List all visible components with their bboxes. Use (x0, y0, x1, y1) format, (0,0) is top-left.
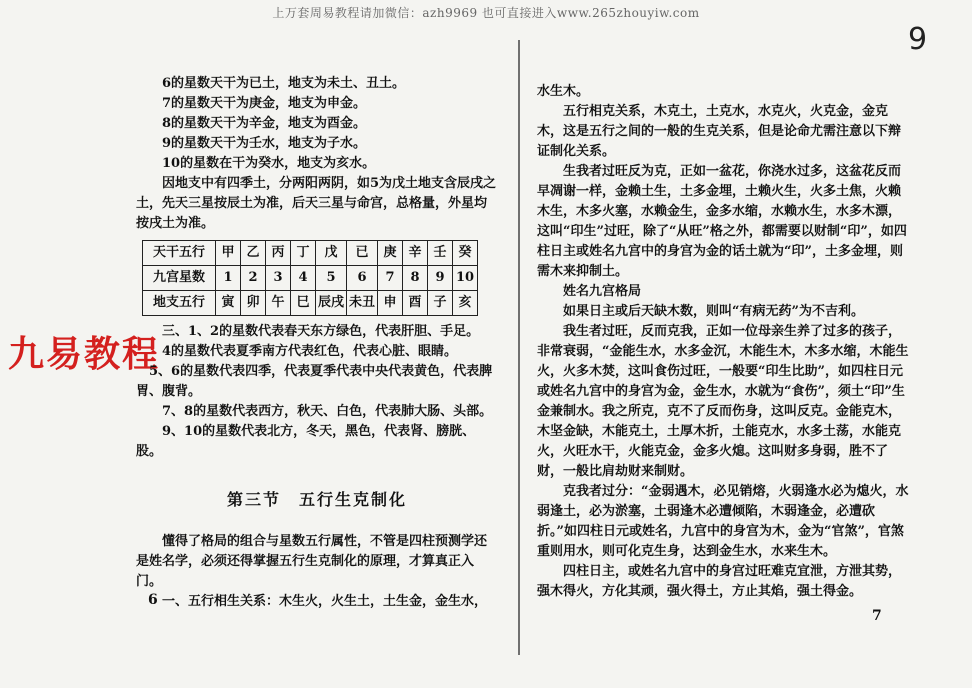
paragraph: 四柱日主，或姓名九宫中的身宫过旺难克宜泄，方泄其势，强木得火，方化其顽，强火得土，方止其焰，强土得金。 (537, 564, 902, 599)
page-number: 6 (148, 592, 158, 608)
paragraph: 三、1、2的星数代表春天东方绿色，代表肝胆、手足。 (162, 324, 480, 339)
page-spine-divider (518, 40, 520, 655)
paragraph: 一、五行相生关系：木生火，火生土，土生金，金生水， (162, 594, 488, 609)
paragraph: 五行相克关系，木克土，土克水，水克火，火克金，金克木，这是五行之间的一般的生克关系，但是论命尤需注意以下辩证制化关系。 (537, 104, 902, 159)
table-cell: 丁 (291, 241, 316, 266)
table-cell: 未丑 (347, 291, 378, 316)
table-cell: 寅 (216, 291, 241, 316)
text-line: 9的星数天干为壬水，地支为子水。 (162, 136, 367, 151)
table-cell: 戊 (316, 241, 347, 266)
paragraph: 水生木。 (537, 84, 590, 99)
table-cell: 1 (216, 266, 241, 291)
paragraph: 7、8的星数代表西方，秋天、白色，代表肺大肠、头部。 (162, 404, 493, 419)
table-cell: 9 (428, 266, 453, 291)
paragraph: 克我者过分：“金弱遇木，必见销熔，火弱逢水必为熄火，水弱逢土，必为淤塞，土弱逢木必遭倾陷，木弱逢金，必遭砍折。”如四柱日元或姓名，九宫中的身宫为木，金为“官煞”，官煞重则用水，则可化克生身，达到金生水，水来生木。 (537, 484, 909, 559)
table-cell: 巳 (291, 291, 316, 316)
table-cell: 庚 (378, 241, 403, 266)
table-cell: 辰戌 (316, 291, 347, 316)
subheading: 姓名九宫格局 (563, 284, 642, 299)
table-cell: 癸 (453, 241, 478, 266)
row-header: 九宫星数 (143, 266, 216, 291)
table-row (143, 291, 478, 316)
left-page (136, 74, 498, 612)
paragraph: 因地支中有四季土，分两阳两阴，如5为戊土地支含辰戌之土，先天三星按辰土为准，后天三星与命宫，总格量，外星均按戌土为准。 (136, 176, 497, 231)
table-cell: 已 (347, 241, 378, 266)
paragraph: 懂得了格局的组合与星数五行属性，不管是四柱预测学还是姓名学，必须还得掌握五行生克制化的原理，才算真正入门。 (136, 534, 488, 589)
paragraph: 5、6的星数代表四季，代表夏季代表中央代表黄色，代表脾胃、腹背。 (136, 364, 493, 399)
text-line: 6的星数天干为已土，地支为未土、丑土。 (162, 76, 406, 91)
section-title: 第三节 五行生克制化 (226, 490, 407, 509)
table-cell: 4 (291, 266, 316, 291)
table-cell: 卯 (241, 291, 266, 316)
row-header: 地支五行 (143, 291, 216, 316)
table-cell: 甲 (216, 241, 241, 266)
table-cell: 10 (453, 266, 478, 291)
table-cell: 6 (347, 266, 378, 291)
text-line: 10的星数在干为癸水，地支为亥水。 (162, 156, 376, 171)
table-cell: 亥 (453, 291, 478, 316)
paragraph: 9、10的星数代表北方，冬天，黑色，代表肾、膀胱、股。 (136, 424, 476, 459)
table-cell: 3 (266, 266, 291, 291)
table-cell: 乙 (241, 241, 266, 266)
table-cell: 壬 (428, 241, 453, 266)
element-star-table (142, 240, 478, 316)
page-number: 7 (872, 608, 882, 624)
table-cell: 申 (378, 291, 403, 316)
table-cell: 辛 (403, 241, 428, 266)
paragraph: 生我者过旺反为克，正如一盆花，你浇水过多，这盆花反而早凋谢一样，金赖土生，土多金埋，土赖火生，火多土焦，火赖木生，木多火塞，水赖金生，金多水缩，水赖水生，水多木漂，这叫“印生”过旺，除了“从旺”格之外，都需要以财制“印”，如四柱日主或姓名九宫中的身宫为金的话土就为“印”，土多金埋，则需木来抑制土。 (537, 164, 907, 279)
paragraph: 我生者过旺，反而克我，正如一位母亲生养了过多的孩子，非常衰弱，“金能生水，水多金沉，木能生木，木多水缩，木能生火，火多木焚，这叫食伤过旺，一般要“印生比助”，如四柱日元或姓名九宫中的身宫为金，金生水，水就为“食伤”，须土“印”生金兼制水。我之所克，克不了反而伤身，这叫反克。金能克木，木坚金缺，木能克土，土厚木折，土能克水，水多土荡，水能克火，火旺水干，火能克金，金多火熄。这叫财多身弱，胜不了财，一般比肩劫财来制财。 (537, 324, 909, 479)
corner-page-mark: 9 (908, 22, 928, 57)
table-cell: 7 (378, 266, 403, 291)
paragraph: 如果日主或后天缺木数，则叫“有病无药”为不吉利。 (563, 304, 864, 319)
table-cell: 丙 (266, 241, 291, 266)
page-header-watermark: 上万套周易教程请加微信：azh9969 也可直接进入www.265zhouyiw.com (272, 6, 700, 20)
table-cell: 8 (403, 266, 428, 291)
table-row (143, 266, 478, 291)
table-row (143, 241, 478, 266)
text-line: 8的星数天干为辛金，地支为酉金。 (162, 116, 367, 131)
table-cell: 2 (241, 266, 266, 291)
row-header: 天干五行 (143, 241, 216, 266)
paragraph: 4的星数代表夏季南方代表红色，代表心脏、眼睛。 (162, 344, 458, 359)
text-line: 7的星数天干为庚金，地支为申金。 (162, 96, 367, 111)
table-cell: 子 (428, 291, 453, 316)
table-cell: 午 (266, 291, 291, 316)
table-cell: 5 (316, 266, 347, 291)
table-cell: 酉 (403, 291, 428, 316)
watermark-logo: 九易教程 (8, 334, 161, 375)
right-page (537, 82, 913, 602)
